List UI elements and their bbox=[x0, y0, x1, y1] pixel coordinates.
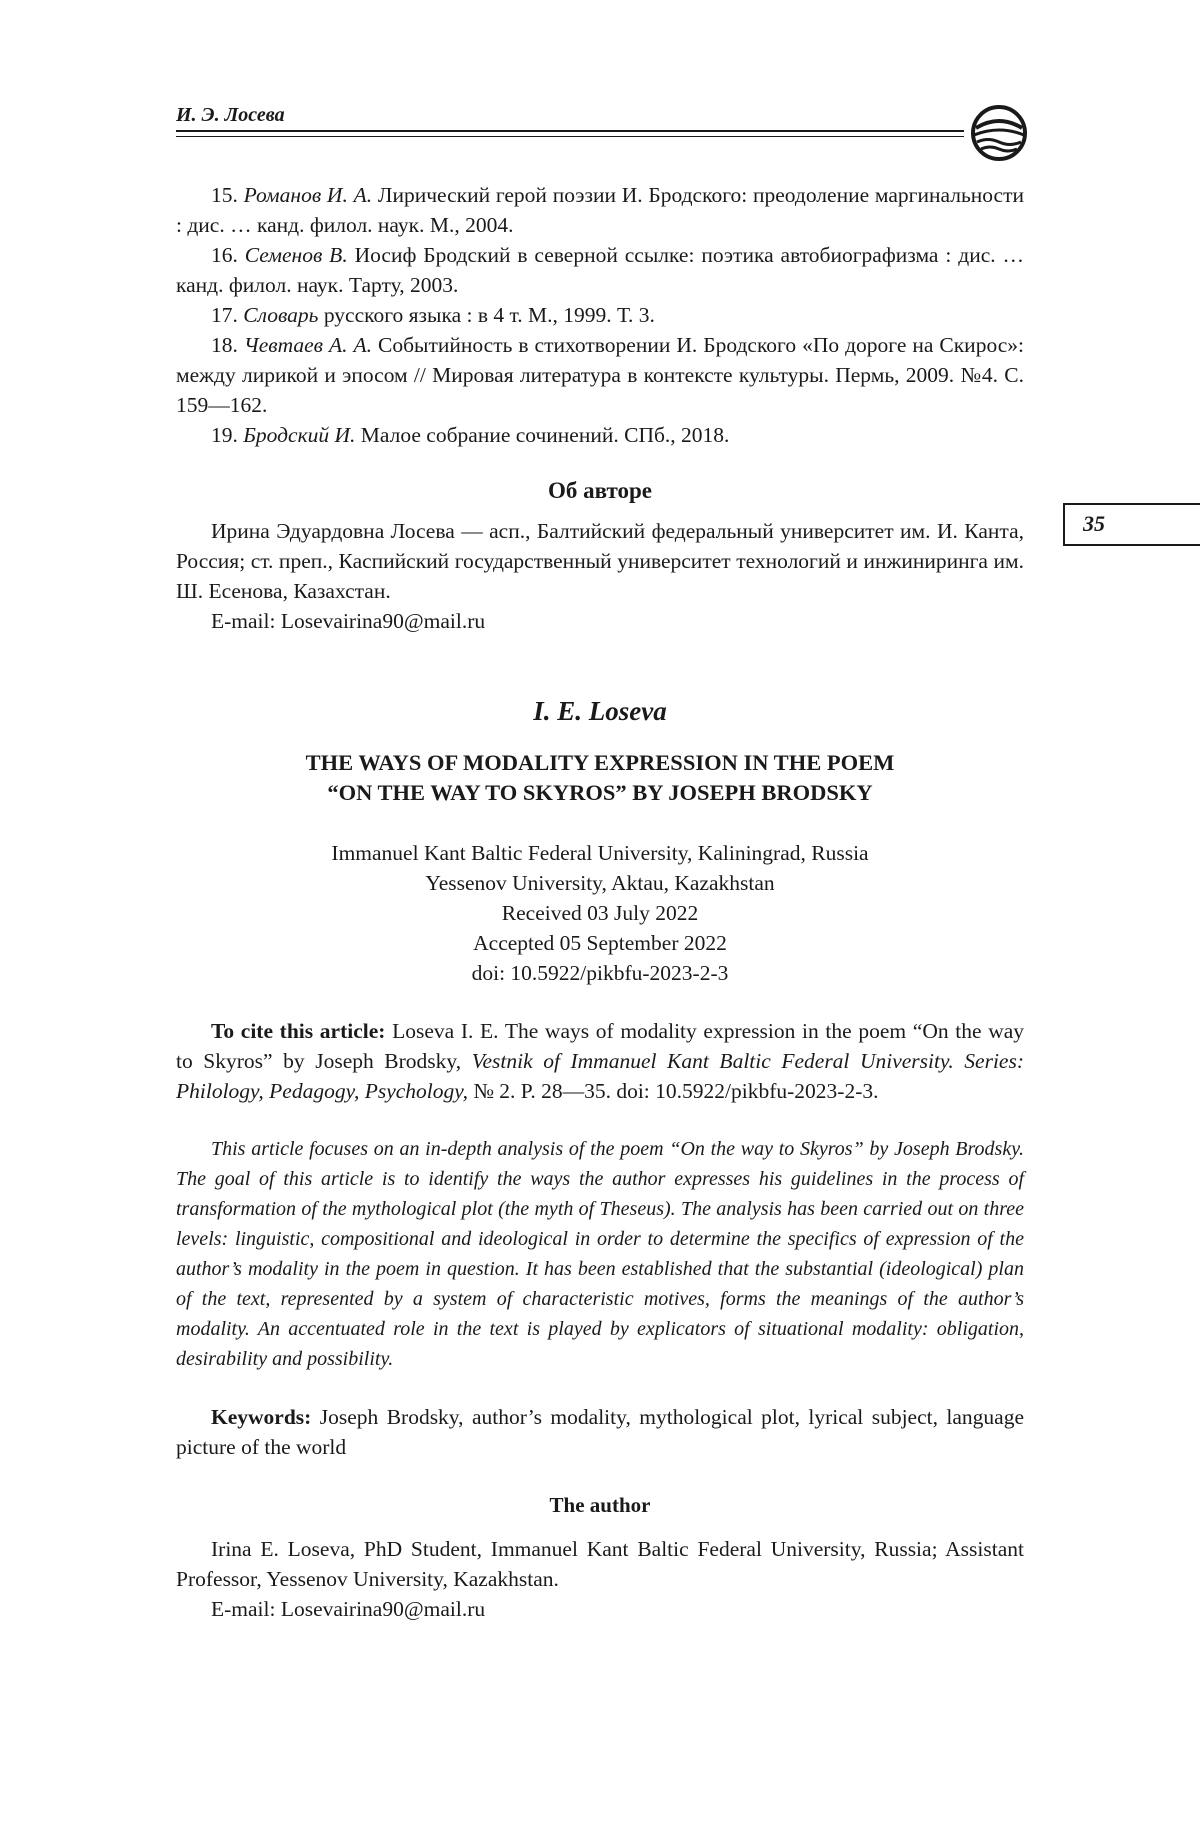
author-email-ru[interactable]: E-mail: Losevairina90@mail.ru bbox=[211, 609, 486, 633]
accepted-date: Accepted 05 September 2022 bbox=[473, 931, 727, 955]
reference-author: Романов И. А. bbox=[243, 183, 373, 207]
article-title-line-1: THE WAYS OF MODALITY EXPRESSION IN THE POEM bbox=[305, 750, 895, 775]
wave-emblem-icon bbox=[968, 104, 1030, 162]
page-number: 35 bbox=[1083, 511, 1105, 536]
author-text-en: Irina E. Loseva, PhD Student, Immanuel Kant Baltic Federal University, Russia; Assistant Professor, Yessenov University, Kazakhstan. bbox=[176, 1537, 1024, 1591]
cite-label: To cite this article: bbox=[211, 1019, 386, 1043]
reference-author: Семенов В. bbox=[244, 243, 348, 267]
author-heading-en: The author bbox=[549, 1493, 651, 1517]
affiliation-1: Immanuel Kant Baltic Federal University, Kaliningrad, Russia bbox=[331, 841, 869, 865]
article-author-en: I. E. Loseva bbox=[533, 696, 667, 726]
reference-item: 19. Бродский И. Малое собрание сочинений. СПб., 2018. bbox=[211, 423, 730, 447]
header-rule bbox=[176, 130, 964, 132]
reference-item: 16. Семенов В. Иосиф Бродский в северной ссылке: поэтика автобиографизма : дис. … канд. филол. наук. Тарту, 2003. bbox=[176, 243, 1025, 297]
author-email-en[interactable]: E-mail: Losevairina90@mail.ru bbox=[211, 1597, 486, 1621]
cite-journal: Vestnik of Immanuel Kant Baltic Federal University. Series: Philology, Pedagogy, Psychology, bbox=[176, 1049, 1024, 1103]
reference-author: Чевтаев А. А. bbox=[243, 333, 372, 357]
reference-author: Словарь bbox=[243, 303, 319, 327]
page-content bbox=[176, 180, 1024, 1624]
reference-list bbox=[176, 180, 1024, 450]
citation: To cite this article: Loseva I. E. The ways of modality expression in the poem “On the way to Skyros” by Joseph Brodsky, Vestnik of Immanuel Kant Baltic Federal University. Series: Philology, Pedagogy, Psychology, № 2. P. 28—35. doi: 10.5922/pikbfu-2023-2-3. bbox=[176, 1019, 1025, 1103]
header-author: И. Э. Лосева bbox=[176, 104, 285, 126]
reference-item: 18. Чевтаев А. А. Событийность в стихотворении И. Бродского «По дороге на Скирос»: между лирикой и эпосом // Мировая литература в контексте культуры. Пермь, 2009. №4. С. 159—162. bbox=[176, 333, 1024, 417]
abstract: This article focuses on an in-depth analysis of the poem “On the way to Skyros” by Joseph Brodsky. The goal of this article is to identify the ways the author expresses his guidelines in the process of transformation of the mythological plot (the myth of Theseus). The analysis has been carried out on three levels: linguistic, compositional and ideological in order to determine the specifics of expression of the author’s modality in the poem in question. It has been established that the substantial (ideological) plan of the text, represented by a system of characteristic motives, forms the meanings of the author’s modality. An accentuated role in the text is played by explicators of situational modality: obligation, desirability and possibility. bbox=[176, 1138, 1024, 1370]
reference-item: 17. Словарь русского языка : в 4 т. М., 1999. Т. 3. bbox=[211, 303, 655, 327]
affiliation-2: Yessenov University, Aktau, Kazakhstan bbox=[425, 871, 775, 895]
about-author-text-ru: Ирина Эдуардовна Лосева — асп., Балтийский федеральный университет им. И. Канта, Россия; ст. преп., Каспийский государственный университет технологий и инжиниринга им. Ш. Есенова, Казахстан. bbox=[176, 519, 1024, 603]
page-number-box bbox=[1063, 503, 1200, 546]
running-header bbox=[176, 100, 1024, 148]
keywords: Keywords: Joseph Brodsky, author’s modality, mythological plot, lyrical subject, language picture of the world bbox=[176, 1405, 1024, 1459]
received-date: Received 03 July 2022 bbox=[501, 901, 699, 925]
reference-item: 15. Романов И. А. Лирический герой поэзии И. Бродского: преодоление маргинальности : дис. … канд. филол. наук. М., 2004. bbox=[176, 183, 1024, 237]
about-author-heading-ru: Об авторе bbox=[548, 478, 652, 503]
header-rule-thin bbox=[176, 136, 964, 137]
reference-author: Бродский И. bbox=[243, 423, 356, 447]
doi[interactable]: doi: 10.5922/pikbfu-2023-2-3 bbox=[471, 961, 729, 985]
article-title-line-2: “ON THE WAY TO SKYROS” BY JOSEPH BRODSKY bbox=[327, 780, 873, 805]
keywords-label: Keywords: bbox=[211, 1405, 312, 1429]
affiliation-block bbox=[176, 838, 1024, 988]
